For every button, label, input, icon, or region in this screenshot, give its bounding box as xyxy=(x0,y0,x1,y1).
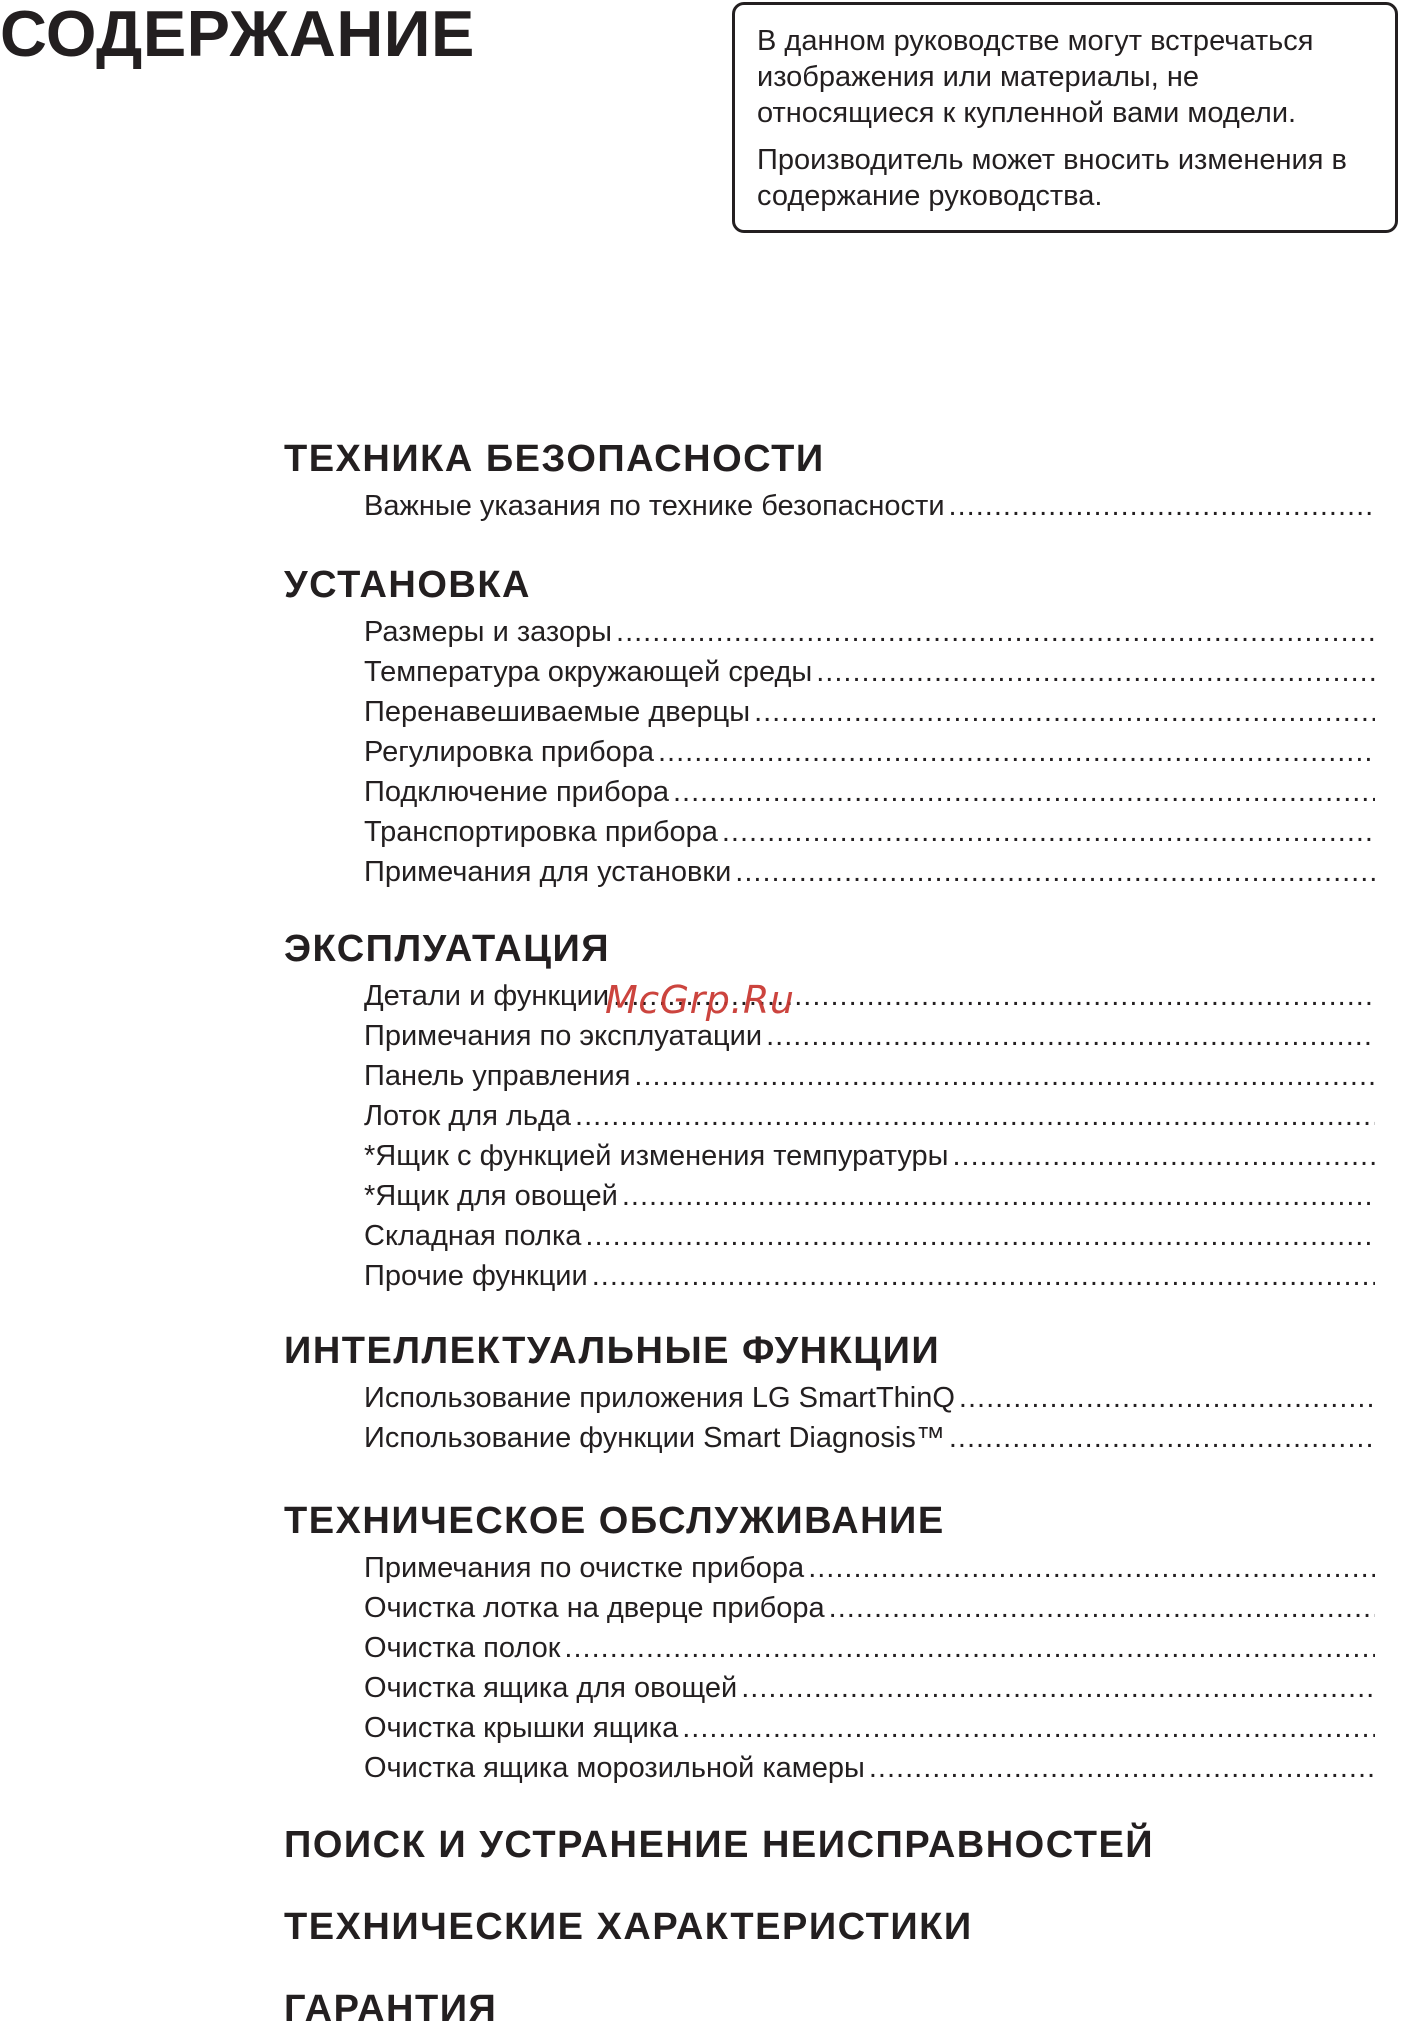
entry-label: Очистка ящика морозильной камеры xyxy=(364,1752,865,1784)
section-heading[interactable]: ТЕХНИЧЕСКОЕ ОБСЛУЖИВАНИЕ xyxy=(284,1500,945,1542)
table-of-contents xyxy=(284,434,1376,2034)
toc-entry[interactable] xyxy=(364,612,1375,652)
toc-entry[interactable] xyxy=(364,1628,1375,1668)
toc-entry[interactable] xyxy=(364,692,1375,732)
entry-label: *Ящик для овощей xyxy=(364,1180,618,1212)
dot-leader xyxy=(949,486,1375,526)
dot-leader xyxy=(585,1216,1375,1256)
toc-entry[interactable] xyxy=(364,1056,1375,1096)
dot-leader xyxy=(869,1748,1375,1788)
toc-entry[interactable] xyxy=(364,812,1375,852)
toc-entry[interactable] xyxy=(364,1548,1375,1588)
toc-entry[interactable] xyxy=(364,1176,1375,1216)
entry-list xyxy=(364,612,1375,892)
entry-list xyxy=(364,1548,1375,1788)
toc-entry[interactable] xyxy=(364,852,1375,892)
toc-entry[interactable] xyxy=(364,1418,1375,1458)
dot-leader xyxy=(766,1016,1375,1056)
toc-entry[interactable] xyxy=(364,732,1375,772)
entry-label: Транспортировка прибора xyxy=(364,816,718,848)
entry-label: Примечания для установки xyxy=(364,856,732,888)
entry-list xyxy=(364,976,1375,1296)
toc-entry[interactable] xyxy=(364,1588,1375,1628)
section-heading[interactable]: ПОИСК И УСТРАНЕНИЕ НЕИСПРАВНОСТЕЙ xyxy=(284,1824,1155,1866)
entry-label: Размеры и зазоры xyxy=(364,616,613,648)
toc-section-installation xyxy=(284,560,1376,892)
entry-label: Лоток для льда xyxy=(364,1100,572,1132)
toc-entry[interactable] xyxy=(364,1216,1375,1256)
section-heading[interactable]: ТЕХНИКА БЕЗОПАСНОСТИ xyxy=(284,438,825,480)
entry-label: Важные указания по технике безопасности xyxy=(364,490,945,522)
toc-entry[interactable] xyxy=(364,1748,1375,1788)
dot-leader xyxy=(816,652,1375,692)
entry-label: Панель управления xyxy=(364,1060,631,1092)
dot-leader xyxy=(575,1096,1375,1136)
toc-section-safety xyxy=(284,434,1376,526)
entry-label: Складная полка xyxy=(364,1220,582,1252)
notice-paragraph: В данном руководстве могут встречаться изображения или материалы, не относящиеся к купленной вами модели. xyxy=(757,25,1314,129)
dot-leader xyxy=(564,1628,1375,1668)
entry-label: Очистка крышки ящика xyxy=(364,1712,679,1744)
dot-leader xyxy=(673,772,1375,812)
dot-leader xyxy=(622,1176,1375,1216)
toc-entry[interactable] xyxy=(364,486,1375,526)
section-heading[interactable]: ТЕХНИЧЕСКИЕ ХАРАКТЕРИСТИКИ xyxy=(284,1906,973,1948)
toc-section-troubleshooting xyxy=(284,1820,1376,1870)
entry-label: Примечания по очистке прибора xyxy=(364,1552,805,1584)
entry-label: Регулировка прибора xyxy=(364,736,654,768)
toc-section-operation xyxy=(284,924,1376,1296)
section-heading[interactable]: УСТАНОВКА xyxy=(284,564,531,606)
dot-leader xyxy=(829,1588,1375,1628)
entry-label: Подключение прибора xyxy=(364,776,669,808)
dot-leader xyxy=(682,1708,1375,1748)
toc-section-maintenance xyxy=(284,1496,1376,1788)
dot-leader xyxy=(959,1378,1375,1418)
dot-leader xyxy=(658,732,1375,772)
notice-box xyxy=(732,2,1398,233)
entry-label: Очистка ящика для овощей xyxy=(364,1672,738,1704)
entry-label: Прочие функции xyxy=(364,1260,588,1292)
entry-list xyxy=(364,1378,1375,1458)
entry-label: Детали и функции xyxy=(364,980,610,1012)
dot-leader xyxy=(808,1548,1375,1588)
entry-label: Использование приложения LG SmartThinQ xyxy=(364,1382,955,1414)
entry-label: Очистка лотка на дверце прибора xyxy=(364,1592,825,1624)
entry-label: Очистка полок xyxy=(364,1632,561,1664)
entry-label: Температура окружающей среды xyxy=(364,656,813,688)
toc-entry[interactable] xyxy=(364,1096,1375,1136)
section-heading[interactable]: ГАРАНТИЯ xyxy=(284,1988,498,2030)
toc-entry[interactable] xyxy=(364,1136,1375,1176)
entry-label: *Ящик с функцией изменения темпуратуры xyxy=(364,1140,949,1172)
dot-leader xyxy=(741,1668,1375,1708)
entry-label: Использование функции Smart Diagnosis™ xyxy=(364,1422,945,1454)
toc-section-smart-functions xyxy=(284,1326,1376,1458)
toc-entry[interactable] xyxy=(364,652,1375,692)
dot-leader xyxy=(754,692,1375,732)
dot-leader xyxy=(616,612,1375,652)
dot-leader xyxy=(592,1256,1375,1296)
entry-list xyxy=(364,486,1375,526)
section-heading[interactable]: ЭКСПЛУАТАЦИЯ xyxy=(284,928,611,970)
toc-entry[interactable] xyxy=(364,772,1375,812)
watermark: McGrp.Ru xyxy=(605,978,795,1022)
page-title: СОДЕРЖАНИЕ xyxy=(0,0,475,70)
dot-leader xyxy=(952,1136,1375,1176)
toc-entry[interactable] xyxy=(364,1016,1375,1056)
entry-label: Перенавешиваемые дверцы xyxy=(364,696,751,728)
dot-leader xyxy=(634,1056,1375,1096)
dot-leader xyxy=(735,852,1375,892)
dot-leader xyxy=(949,1418,1375,1458)
toc-entry[interactable] xyxy=(364,1378,1375,1418)
entry-label: Примечания по эксплуатации xyxy=(364,1020,763,1052)
notice-paragraph: Производитель может вносить изменения в содержание руководства. xyxy=(757,144,1347,212)
toc-section-warranty xyxy=(284,1984,1376,2034)
dot-leader xyxy=(722,812,1375,852)
toc-entry[interactable] xyxy=(364,976,1375,1016)
toc-entry[interactable] xyxy=(364,1708,1375,1748)
section-heading[interactable]: ИНТЕЛЛЕКТУАЛЬНЫЕ ФУНКЦИИ xyxy=(284,1330,941,1372)
toc-entry[interactable] xyxy=(364,1668,1375,1708)
toc-entry[interactable] xyxy=(364,1256,1375,1296)
toc-section-specifications xyxy=(284,1902,1376,1952)
